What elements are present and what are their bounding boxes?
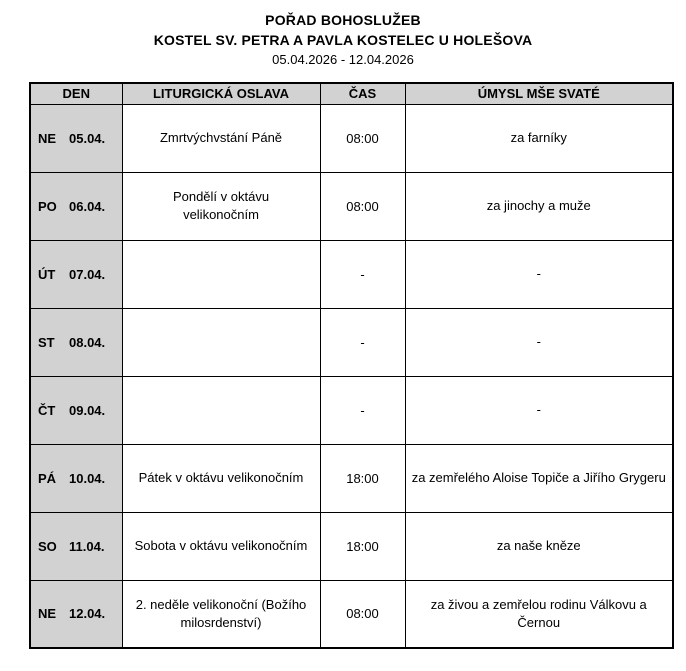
table-row [30,512,673,580]
time-cell: - [320,240,405,308]
day-cell [30,172,122,240]
time-cell: 08:00 [320,580,405,648]
time-cell: 08:00 [320,104,405,172]
intention-cell: za jinochy a muže [405,172,673,240]
day-cell [30,240,122,308]
mass-schedule-table [29,82,674,649]
page-title: POŘAD BOHOSLUŽEB [265,12,421,28]
day-cell [30,512,122,580]
celebration-cell [122,376,320,444]
time-cell: 18:00 [320,444,405,512]
column-header-umysl: ÚMYSL MŠE SVATÉ [405,83,673,104]
celebration-cell [122,308,320,376]
table-row [30,444,673,512]
day-abbrev: PÁ [38,470,57,486]
celebration-cell: Pátek v oktávu velikonočním [122,444,320,512]
intention-cell: za naše kněze [405,512,673,580]
table-row [30,376,673,444]
celebration-cell [122,240,320,308]
day-date: 09.04. [69,402,106,418]
intention-cell: za živou a zemřelou rodinu Válkovu a Černou [405,580,673,648]
day-abbrev: SO [38,538,57,554]
day-date: 07.04. [69,266,106,282]
day-date: 10.04. [69,470,106,486]
time-cell: 08:00 [320,172,405,240]
intention-cell: - [405,240,673,308]
day-abbrev: NE [38,606,57,622]
day-abbrev: ST [38,334,55,350]
day-date: 05.04. [69,130,106,146]
celebration-cell: Pondělí v oktávu velikonočním [122,172,320,240]
intention-cell: za zemřelého Aloise Topiče a Jiřího Grygeru [405,444,673,512]
intention-cell: - [405,376,673,444]
day-cell [30,580,122,648]
intention-cell: za farníky [405,104,673,172]
celebration-cell: Sobota v oktávu velikonočním [122,512,320,580]
church-name: KOSTEL SV. PETRA A PAVLA KOSTELEC U HOLEŠOVA [153,32,533,48]
celebration-cell: 2. neděle velikonoční (Božího milosrdenství) [122,580,320,648]
table-row [30,580,673,648]
table-header-row [30,83,673,104]
day-abbrev: PO [38,198,57,214]
table-row [30,308,673,376]
time-cell: 18:00 [320,512,405,580]
table-row [30,104,673,172]
document-header [0,10,686,70]
intention-cell: - [405,308,673,376]
time-cell: - [320,308,405,376]
day-date: 12.04. [69,606,106,622]
day-date: 06.04. [69,198,106,214]
table-row [30,240,673,308]
table-row [30,172,673,240]
date-range: 05.04.2026 - 12.04.2026 [272,52,414,67]
day-cell [30,376,122,444]
day-abbrev: ÚT [38,266,56,282]
day-abbrev: ČT [38,402,56,418]
day-cell [30,444,122,512]
day-date: 11.04. [69,538,105,554]
time-cell: - [320,376,405,444]
column-header-cas: ČAS [320,83,405,104]
celebration-cell: Zmrtvýchvstání Páně [122,104,320,172]
day-cell [30,308,122,376]
column-header-liturgicka-oslava: LITURGICKÁ OSLAVA [122,83,320,104]
day-cell [30,104,122,172]
day-date: 08.04. [69,334,106,350]
column-header-den: DEN [30,83,122,104]
day-abbrev: NE [38,130,57,146]
